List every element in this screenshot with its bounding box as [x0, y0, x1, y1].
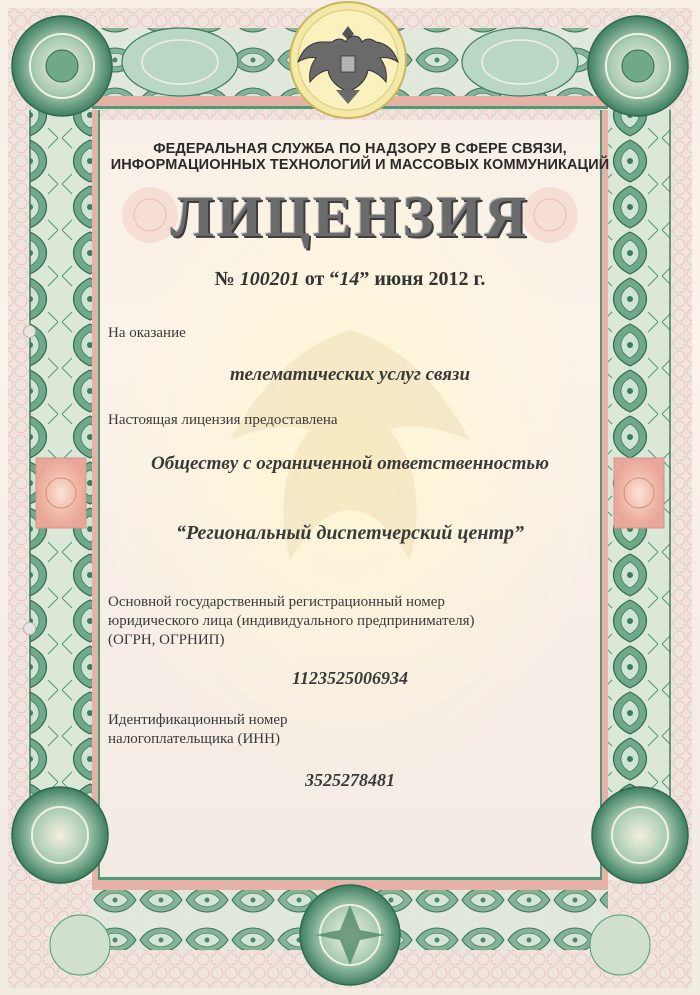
number-sign: № — [214, 268, 240, 290]
agency-name-line2: ИНФОРМАЦИОННЫХ ТЕХНОЛОГИЙ И МАССОВЫХ КОММУНИКАЦИЙ — [110, 157, 610, 173]
grantee-label: Настоящая лицензия предоставлена — [108, 412, 338, 428]
binding-hole — [23, 325, 36, 338]
ogrn-value: 1123525006934 — [291, 668, 408, 688]
grantee-name-line2: “Региональный диспетчерский центр” — [176, 522, 524, 544]
agency-name-line1: ФЕДЕРАЛЬНАЯ СЛУЖБА ПО НАДЗОРУ В СФЕРЕ СВЯЗИ, — [153, 141, 567, 157]
license-number — [0, 268, 700, 291]
date-rest: ” июня 2012 г. — [359, 268, 486, 290]
license-number-value: 100201 — [239, 268, 300, 290]
service-label: На оказание — [108, 325, 186, 341]
binding-hole — [23, 622, 36, 635]
date-from: от “ — [299, 268, 340, 290]
service-value: телематических услуг связи — [229, 364, 471, 385]
ogrn-label-line3: (ОГРН, ОГРНИП) — [108, 632, 225, 648]
inn-value: 3525278481 — [305, 770, 395, 790]
grantee-name-line1: Обществу с ограниченной ответственностью — [151, 453, 549, 474]
ogrn-label-line2: юридического лица (индивидуального предпринимателя) — [108, 613, 475, 629]
ogrn-label-line1: Основной государственный регистрационный номер — [108, 594, 445, 610]
inn-label-line2: налогоплательщика (ИНН) — [108, 731, 280, 747]
date-day: 14 — [339, 268, 360, 290]
document-title: ЛИЦЕНЗИЯ — [170, 184, 530, 249]
inn-label-line1: Идентификационный номер — [108, 712, 288, 728]
